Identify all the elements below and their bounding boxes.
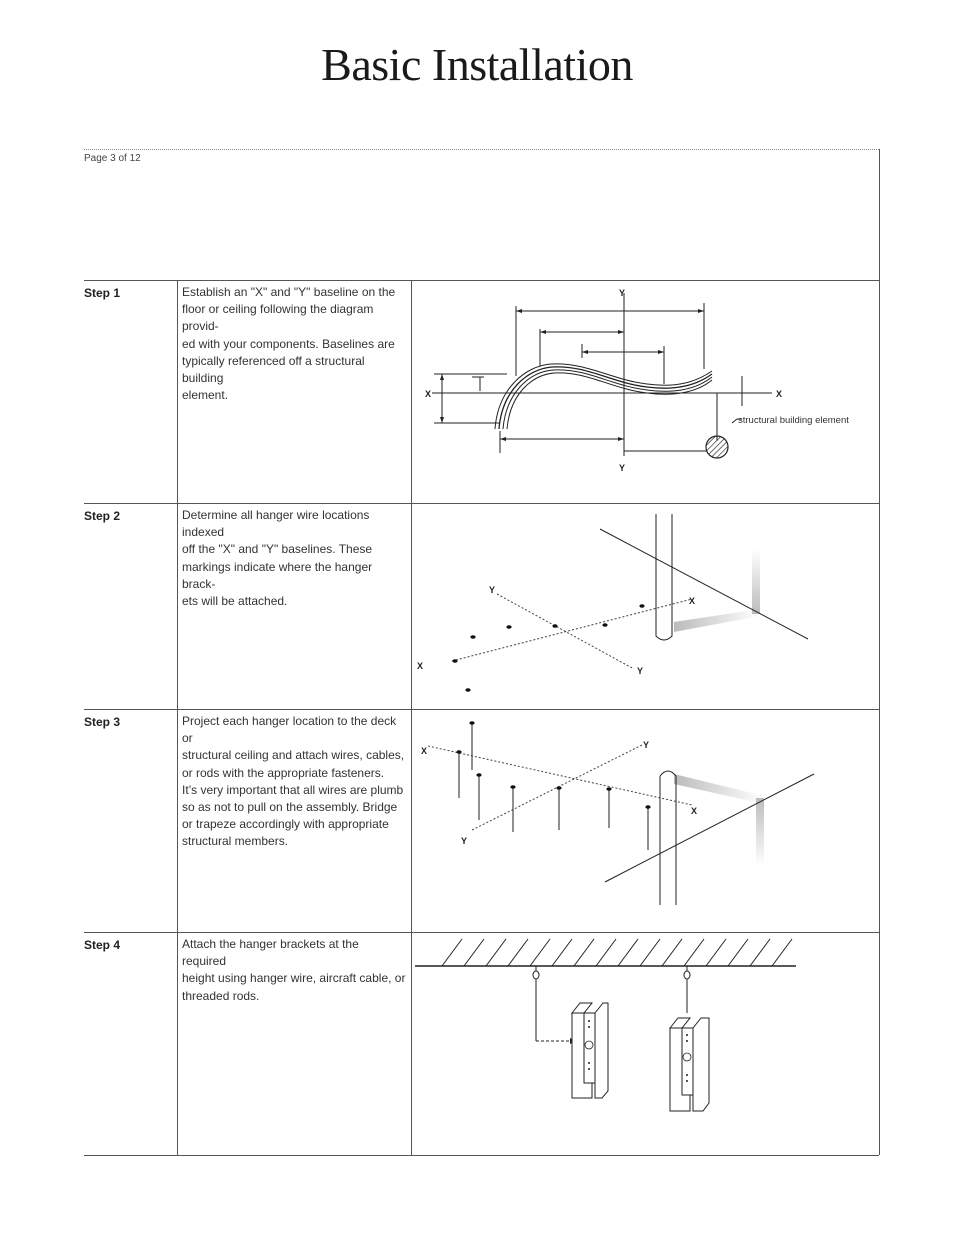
hanger-wire-diagram: [412, 710, 879, 932]
step-2-label: Step 2: [84, 509, 121, 523]
baseline-diagram: [412, 281, 879, 503]
x-axis-label-left: X: [421, 746, 428, 756]
header-dotted-rule: [84, 149, 879, 150]
y-axis-label-bottom: Y: [461, 836, 468, 846]
column-divider: [177, 280, 178, 1155]
y-axis-label-bottom: Y: [637, 666, 644, 676]
step-2-figure: [412, 504, 879, 709]
y-axis-label-top: Y: [489, 585, 496, 595]
y-axis-label-bottom: Y: [619, 463, 626, 473]
page-title: Basic Installation: [321, 39, 633, 90]
callout-structural-element: structural building element: [738, 415, 849, 426]
step-3-text: Project each hanger location to the deck or structural ceiling and attach wires, cables, or rods with the appropriate fasteners. It’s very important that all wires are plumb so as not to pull on the assembly. Bridge or trapeze accordingly with appropriate structural members.: [182, 714, 405, 849]
step-2-text: Determine all hanger wire locations indexed off the "X" and "Y" baselines. These markings indicate where the hanger brack- ets will be attached.: [182, 508, 373, 609]
x-axis-label-left: X: [417, 661, 424, 671]
step-3-figure: [412, 710, 879, 932]
y-axis-label-top: Y: [643, 740, 650, 750]
x-axis-label-right: X: [689, 596, 696, 606]
step-1-label: Step 1: [84, 286, 121, 300]
step-4-text: Attach the hanger brackets at the required height using hanger wire, aircraft cable, or threaded rods.: [182, 937, 406, 1003]
bracket-attachment-diagram: [412, 933, 879, 1155]
x-axis-label-right: X: [776, 389, 783, 399]
step-1-figure: [412, 281, 879, 503]
x-axis-label-left: X: [425, 389, 432, 399]
table-right-border: [879, 149, 880, 1155]
step-4-label: Step 4: [84, 938, 121, 952]
step-4-figure: [412, 933, 879, 1155]
structural-element-circle: [706, 436, 728, 458]
table-bottom-border: [84, 1155, 879, 1156]
step-3-label: Step 3: [84, 715, 121, 729]
hanger-location-diagram: [412, 504, 879, 709]
step-1-text: Establish an "X" and "Y" baseline on the floor or ceiling following the diagram provid- ed with your components. Baselines are typically referenced off a structural building element.: [182, 285, 396, 403]
page-number: Page 3 of 12: [84, 153, 141, 164]
x-axis-label-right: X: [691, 806, 698, 816]
y-axis-label-top: Y: [619, 288, 626, 298]
